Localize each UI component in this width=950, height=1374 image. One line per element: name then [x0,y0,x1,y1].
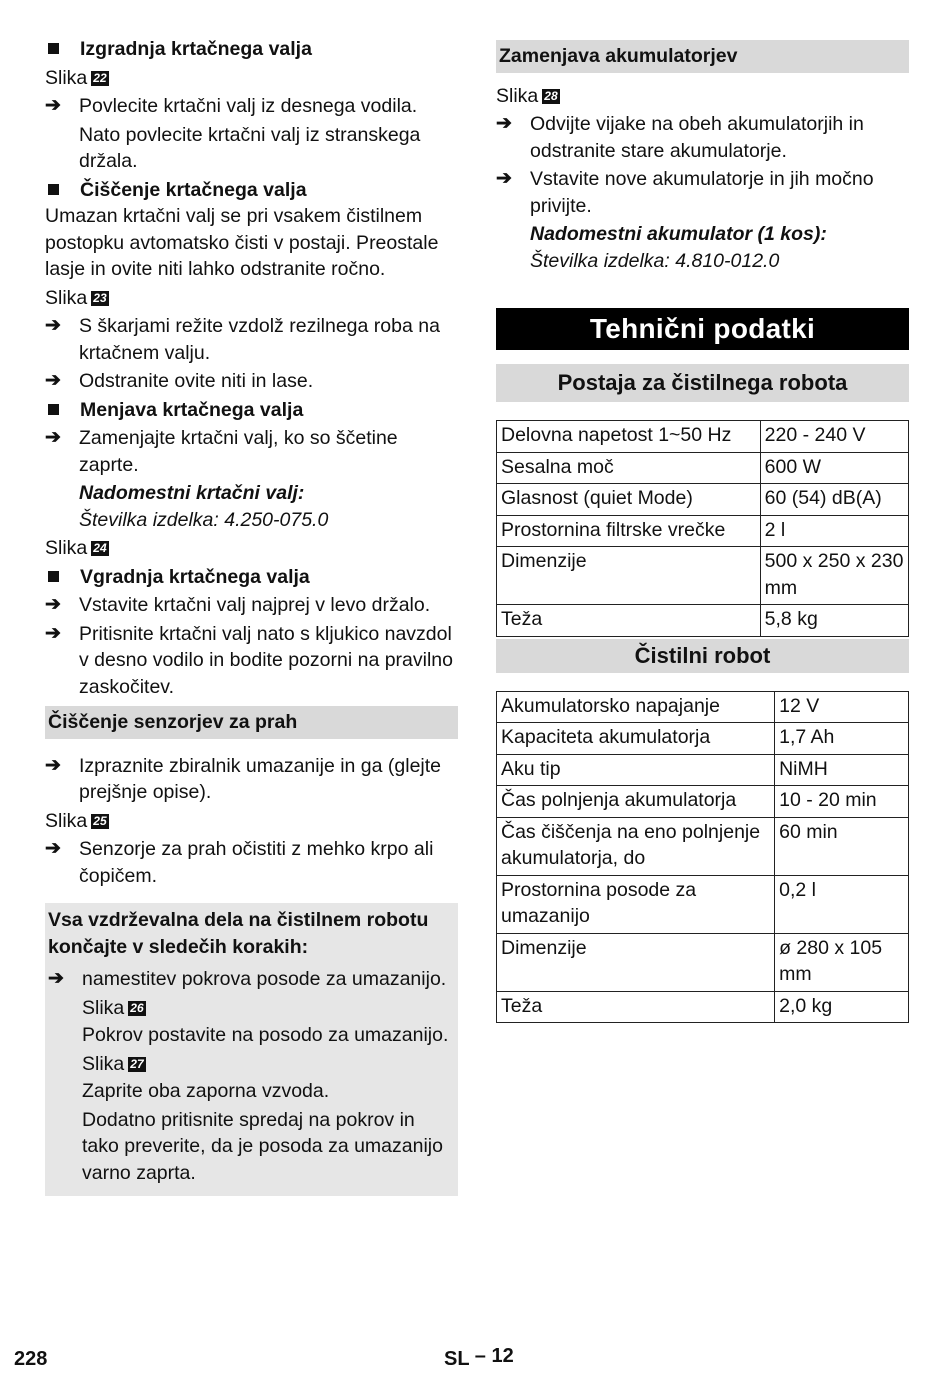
square-bullet-icon [48,404,59,415]
figure-ref: Slika 27 [82,1052,144,1075]
arrow-right-icon: ➔ [45,594,61,615]
table-row [497,875,909,933]
figure-ref: Slika 26 [82,996,144,1019]
figure-number-icon: 27 [130,1056,144,1071]
table-row [497,515,909,547]
spec-label: Dimenzije [497,933,775,991]
section-heading-akumulatorji: Zamenjava akumulatorjev [496,40,909,73]
spec-value: ø 280 x 105 mm [775,933,909,991]
station-specs-table [496,420,909,637]
spec-value: NiMH [775,754,909,786]
spare-part-number: Številka izdelka: 4.810-012.0 [530,249,780,272]
spec-value: 500 x 250 x 230 mm [760,547,908,605]
sub-page-number: – 12 [474,1345,514,1367]
spec-value: 60 (54) dB(A) [760,484,908,516]
instruction-item: ➔ Vstavite krtačni valj najprej v levo držalo. [45,592,458,619]
language-code: SL [444,1348,470,1370]
table-row [497,547,909,605]
instruction-item: ➔ Zamenjajte krtačni valj, ko so ščetine zaprte. [45,427,398,476]
figure-number-icon: 26 [130,1000,144,1015]
spec-label: Čas polnjenja akumulatorja [497,786,775,818]
maintenance-final-steps-box [45,903,458,1196]
spec-value: 60 min [775,817,909,875]
spec-value: 0,2 l [775,875,909,933]
spec-value: 220 - 240 V [760,421,908,453]
square-bullet-icon [48,184,59,195]
box-paragraph: Dodatno pritisnite spredaj na pokrov in tako preverite, da je posoda za umazanijo varno zaprta. [82,1108,443,1184]
spare-part-title: Nadomestni krtačni valj: [79,482,305,504]
figure-number-icon: 25 [93,813,107,828]
instruction-item: ➔ Izpraznite zbiralnik umazanije in ga (glejte prejšnje opise). [45,754,442,803]
table-row [497,484,909,516]
spec-label: Teža [497,991,775,1023]
table-row [497,933,909,991]
instruction-item: ➔ Pritisnite krtačni valj nato s kljukico navzdol v desno vodilo in bodite pozorni na pravilno zaskočitev. [45,622,453,698]
spec-label: Glasnost (quiet Mode) [497,484,761,516]
page-title: Tehnični podatki [496,308,909,350]
arrow-right-icon: ➔ [48,968,64,989]
spec-label: Akumulatorsko napajanje [497,691,775,723]
spec-label: Teža [497,605,761,637]
spare-part-number: Številka izdelka: 4.250-075.0 [79,508,329,531]
table-row [497,421,909,453]
spec-value: 2 l [760,515,908,547]
table-row [497,452,909,484]
instruction-item: ➔ Odstranite ovite niti in lase. [45,368,458,395]
figure-ref: Slika 22 [45,66,107,89]
spec-value: 600 W [760,452,908,484]
right-column [496,34,909,1023]
arrow-right-icon: ➔ [45,427,61,448]
table-row [497,754,909,786]
table-row [497,605,909,637]
spec-label: Prostornina posode za umazanijo [497,875,775,933]
table-row [497,786,909,818]
spec-label: Čas čiščenja na eno polnjenje akumulatorja, do [497,817,775,875]
left-column [45,34,458,1196]
robot-title: Čistilni robot [496,639,909,673]
box-paragraph: Pokrov postavite na posodo za umazanijo. [82,1024,449,1046]
figure-ref: Slika 24 [45,537,107,559]
spec-label: Sesalna moč [497,452,761,484]
instruction-continuation: Nato povlecite krtačni valj iz stranskega držala. [79,123,421,172]
heading-vgradnja: Vgradnja krtačnega valja [45,564,458,591]
section-heading-senzorji: Čiščenje senzorjev za prah [45,706,458,739]
instruction-item: ➔ Povlecite krtačni valj iz desnega vodila. [45,93,458,120]
spec-value: 1,7 Ah [775,723,909,755]
table-row [497,723,909,755]
spec-value: 5,8 kg [760,605,908,637]
heading-izgradnja: Izgradnja krtačnega valja [45,36,458,63]
arrow-right-icon: ➔ [496,168,512,189]
arrow-right-icon: ➔ [45,95,61,116]
arrow-right-icon: ➔ [45,838,61,859]
figure-ref: Slika 28 [496,84,558,107]
arrow-right-icon: ➔ [45,622,61,644]
arrow-right-icon: ➔ [496,113,512,134]
instruction-item: ➔ namestitev pokrova posode za umazanijo. [48,966,455,993]
page-number: 228 [14,1348,48,1370]
figure-ref: Slika 23 [45,286,107,309]
square-bullet-icon [48,43,59,54]
spec-label: Kapaciteta akumulatorja [497,723,775,755]
table-row [497,691,909,723]
paragraph: Umazan krtačni valj se pri vsakem čistilnem postopku avtomatsko čisti v postaji. Preostale lasje in ovite niti lahko odstranite ročno. [45,205,439,280]
figure-number-icon: 23 [93,290,107,305]
robot-specs-table [496,691,909,1024]
arrow-right-icon: ➔ [45,315,61,336]
box-title: Vsa vzdrževalna dela na čistilnem robotu končajte v sledečih korakih: [48,909,429,958]
spec-label: Dimenzije [497,547,761,605]
spec-label: Prostornina filtrske vrečke [497,515,761,547]
spec-label: Aku tip [497,754,775,786]
arrow-right-icon: ➔ [45,370,61,391]
box-paragraph: Zaprite oba zaporna vzvoda. [82,1080,330,1102]
footer-section-ref [444,1346,514,1373]
spec-value: 10 - 20 min [775,786,909,818]
instruction-item: ➔ Odvijte vijake na obeh akumulatorjih in odstranite stare akumulatorje. [496,113,864,162]
spec-value: 12 V [775,691,909,723]
instruction-item: ➔ Senzorje za prah očistiti z mehko krpo ali čopičem. [45,838,434,887]
square-bullet-icon [48,571,59,582]
figure-number-icon: 28 [544,88,558,103]
heading-menjava: Menjava krtačnega valja [45,397,458,424]
station-title: Postaja za čistilnega robota [496,364,909,402]
table-row [497,991,909,1023]
instruction-item: ➔ S škarjami režite vzdolž rezilnega roba na krtačnem valju. [45,315,440,364]
figure-ref: Slika 25 [45,809,107,832]
spec-label: Delovna napetost 1~50 Hz [497,421,761,453]
arrow-right-icon: ➔ [45,754,61,776]
table-row [497,817,909,875]
spec-value: 2,0 kg [775,991,909,1023]
figure-number-icon: 22 [93,70,107,85]
figure-number-icon: 24 [93,541,107,556]
instruction-item: ➔ Vstavite nove akumulatorje in jih močno privijte. [496,168,874,217]
heading-ciscenje: Čiščenje krtačnega valja [45,177,458,204]
spare-part-title: Nadomestni akumulator (1 kos): [530,223,827,245]
